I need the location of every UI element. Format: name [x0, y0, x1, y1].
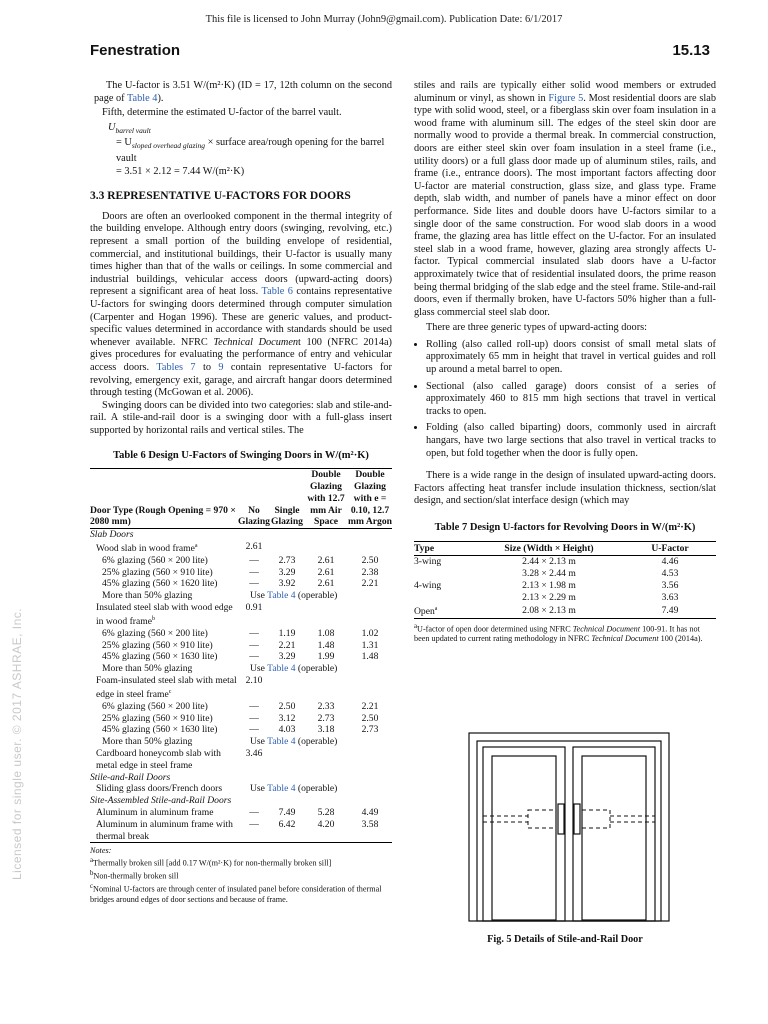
t6-head-double-argon: Double Glazing with e = 0.10, 12.7 mm Argon	[348, 469, 392, 528]
table6-caption: Table 6 Design U-Factors of Swinging Doors in W/(m²·K)	[113, 449, 369, 461]
t6-section-stile: Stile-and-Rail Doors	[90, 771, 171, 783]
paragraph-generic-types: There are three generic types of upward-acting doors:	[426, 322, 647, 334]
table7-caption: Table 7 Design U-factors for Revolving Doors in W/(m²·K)	[434, 522, 696, 533]
table-row: 4-wing 2.13 × 1.98 m 3.56	[414, 579, 679, 591]
table-row: 6% glazing (560 × 200 lite) — 1.19 1.08 1.02	[102, 627, 379, 639]
paragraph-fifth-step: Fifth, determine the estimated U-factor of the barrel vault.	[102, 107, 342, 119]
paragraph-wide-range: There is a wide range in the design of insulated upward-acting doors. Factors affecting heat transfer include insulation thickness, section/slat design, and section/slat interface design (which may	[414, 470, 716, 507]
table-row: Aluminum in aluminum frame — 7.49 5.28 4.49	[96, 807, 379, 818]
t6-section-slab: Slab Doors	[90, 529, 134, 541]
table-row: Insulated steel slab with wood edge in wood frame$^b$ 0.91	[96, 602, 263, 628]
table-row: 25% glazing (560 × 910 lite) — 3.12 2.73 2.50	[102, 712, 379, 724]
link-table9[interactable]: 9	[218, 361, 224, 373]
table-row: Open$^a$ 2.08 × 2.13 m 7.49	[414, 604, 716, 618]
equation-line-2: = 3.51 × 2.12 = 7.44 W/(m²·K)	[116, 165, 245, 177]
right-column	[414, 80, 716, 644]
table7	[414, 541, 716, 619]
list-item: • Folding (also called biparting) doors, commonly used in aircraft hangars, have two large sections that also travel in vertical tracks to open, but fold together when the door is fully open.	[426, 422, 716, 460]
table-row: 45% glazing (560 × 1630 lite) — 4.03 3.18 2.73	[102, 724, 379, 736]
paragraph-ufactor: The U-factor is 3.51 W/(m²·K) (ID = 17, 12th column on the second page of Table 4).	[94, 80, 392, 104]
table6-notes: Notes: $^a$Thermally broken sill [add 0.17 W/(m²·K) for non-thermally broken sill] $^b$Non-thermally broken sill $^c$Nominal U-factors are through center of insulated panel before consideration of thermal bridges around edges of door sections and because of frame.	[90, 846, 382, 904]
table-row: Foam-insulated steel slab with metal edge in steel frame$^c$ 2.10	[96, 675, 263, 701]
table-row: 45% glazing (560 × 1630 lite) — 3.29 1.99 1.48	[102, 651, 379, 663]
t6-head-noglaze: No Glazing	[238, 504, 270, 528]
equation-lhs: $U_{barrel vault}$	[108, 121, 151, 135]
table-row: Cardboard honeycomb slab with metal edge in steel frame 3.46	[96, 748, 263, 771]
list-item: • Sectional (also called garage) doors consist of a series of approximately 460 to 815 mm high sections that travel in vertical tracks to open.	[426, 381, 716, 419]
table-row: 6% glazing (560 × 200 lite) — 2.50 2.33 2.21	[102, 700, 379, 712]
table6	[90, 468, 392, 843]
t7-head-ufactor: U-Factor	[651, 542, 689, 554]
paragraph-stiles: stiles and rails are typically either solid wood members or extruded aluminum or vinyl, as shown in Figure 5. Most residential doors are slab type with solid wood, steel, or a fiberglass skin over foam insulation in a wood frame with aluminum sill. The edges of the steel skin door are normally wood to provide a thermal break. In commercial construction, doors are either steel skin over foam insulation in a steel frame (i.e., utility doors) or a full glass door made up of aluminum stiles, rails, and frame (i.e., entrance doors). The most important factors affecting door U-factor are material construction, glass size, and glass type. Frame depth, slab width, and number of panels have a minor effect on door performance. Side lites and double doors have U-factors similar to a single door of the same construction. For wood slab doors in a wood frame, the glazing area has little effect on the U-factor. For an insulated steel slab in a wood frame, however, glazing area strongly affects U-factor. Typical commercial insulated slab doors have a U-factor approximately twice that of residential insulated doors, the prime reason being thermal bridging of the slab edge and the steel frame. Stile-and-rail doors, even if thermally broken, have U-factors 50% higher than a full-glass commercial steel slab door.	[414, 80, 716, 318]
paragraph-swinging-doors: Swinging doors can be divided into two categories: slab and stile-and-rail. A stile-and-rail door is a swinging door with a full-glass insert supported by horizontal rails and vertical stiles. The	[90, 399, 392, 436]
link-tables7[interactable]: Tables 7	[156, 361, 196, 373]
t6-section-site: Site-Assembled Stile-and-Rail Doors	[90, 795, 232, 807]
table-row: Wood slab in wood frame$^a$ 2.61	[96, 540, 263, 555]
t7-head-type: Type	[414, 542, 435, 554]
table-row: 45% glazing (560 × 1620 lite) — 3.92 2.61 2.21	[102, 578, 379, 590]
list-item: • Rolling (also called roll-up) doors consist of small metal slats of approximately 65 mm in height that travel in vertical guides and roll up around a metal barrel to open.	[426, 339, 716, 377]
link-figure5[interactable]: Figure 5	[548, 92, 584, 104]
link-table4[interactable]: Table 4	[267, 736, 296, 748]
chapter-title: Fenestration	[90, 42, 181, 59]
t6-head-double-air: Double Glazing with 12.7 mm Air Space	[307, 469, 345, 528]
t7-head-size: Size (Width × Height)	[504, 542, 594, 554]
table-row: Aluminum in aluminum frame with thermal break — 6.42 4.20 3.58	[90, 819, 392, 843]
table-row: More than 50% glazing Use Table 4 (operable)	[102, 590, 338, 602]
left-column	[90, 80, 392, 905]
figure5-caption: Fig. 5 Details of Stile-and-Rail Door	[487, 934, 643, 945]
link-table4[interactable]: Table 4	[267, 590, 296, 602]
table-row: 25% glazing (560 × 910 lite) — 3.29 2.61 2.38	[102, 566, 379, 578]
link-table4[interactable]: Table 4	[126, 92, 158, 104]
stile-and-rail-door-diagram	[468, 732, 670, 922]
side-watermark: Licensed for single user. © 2017 ASHRAE, Inc.	[10, 607, 24, 880]
section-heading: 3.3 REPRESENTATIVE U-FACTORS FOR DOORS	[90, 190, 351, 203]
equation-line-1: = $U_{sloped overhead glazing}$ × surface area/rough opening for the barrel vault	[116, 137, 385, 165]
link-table4[interactable]: Table 4	[267, 783, 296, 795]
t6-head-type: Door Type (Rough Opening = 970 × 2080 mm)	[90, 504, 236, 528]
page-number: 15.13	[672, 42, 710, 59]
table-row: 3-wing 2.44 × 2.13 m 4.46	[414, 556, 679, 568]
license-notice: This file is licensed to John Murray (John9@gmail.com). Publication Date: 6/1/2017	[205, 14, 563, 25]
figure5-drawing	[468, 732, 670, 922]
table-row: 25% glazing (560 × 910 lite) — 2.21 1.48 1.31	[102, 639, 379, 651]
door-type-list	[414, 339, 716, 460]
table7-note: $^a$U-factor of open door determined using NFRC Technical Document 100-91. It has not been updated to current rating methodology in NFRC Technical Document 100 (2014a).	[414, 622, 703, 644]
table-row: 2.13 × 2.29 m 3.63	[522, 591, 679, 603]
table-row: More than 50% glazing Use Table 4 (operable)	[102, 736, 338, 748]
t6-head-single: Single Glazing	[271, 504, 303, 528]
table-row: Sliding glass doors/French doors Use Table 4 (operable)	[96, 783, 338, 795]
table-row: 6% glazing (560 × 200 lite) — 2.73 2.61 2.50	[102, 554, 379, 566]
paragraph-doors-intro: Doors are often an overlooked component in the thermal integrity of the building envelope. Although entry doors (swinging, revolving, etc.) represent a small portion of the building envelope of residential, commercial, and institutional buildings, their U-factor is usually many times higher than that of the walls or ceilings. In some commercial and industrial buildings, vehicular access doors (upward-acting doors) represent a significant area of heat loss. Table 6 contains representative U-factors for swinging doors determined through computer simulation (Carpenter and Hogan 1996). These are generic values, and product-specific values determined in accordance with standards should be used whenever available. NFRC Technical Document 100 (NFRC 2014a) gives procedures for evaluating the performance of entry and vehicular access doors. Tables 7 to 9 contain representative U-factors for revolving, emergency exit, garage, and aircraft hangar doors determined through testing (McGowan et al. 2006).	[90, 210, 392, 399]
link-table4[interactable]: Table 4	[267, 663, 296, 675]
link-table6[interactable]: Table 6	[261, 286, 293, 298]
table-row: 3.28 × 2.44 m 4.53	[522, 568, 679, 580]
table-row: More than 50% glazing Use Table 4 (operable)	[102, 663, 338, 675]
